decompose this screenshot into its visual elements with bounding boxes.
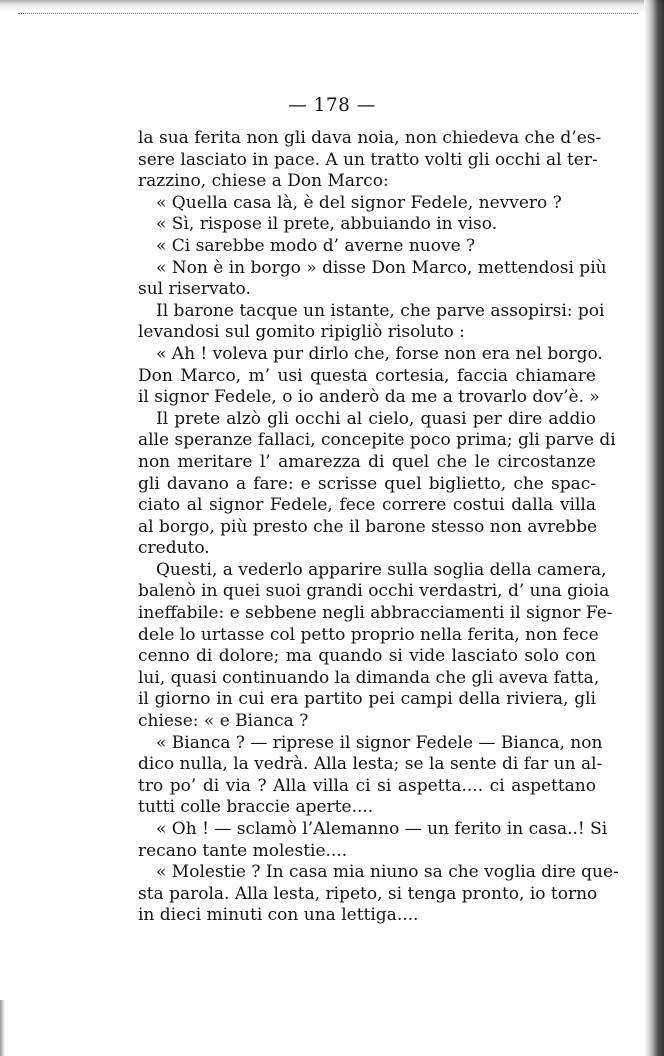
text-line: creduto.: [138, 538, 210, 559]
text-line: gli davano a fare: e scrisse quel biglietto, che spac-: [138, 473, 596, 494]
text-line: « Oh ! — sclamò l’Alemanno — un ferito in casa..! Si: [156, 819, 608, 839]
text-line: « Sì, rispose il prete, abbuiando in viso.: [156, 214, 498, 235]
text-line: dele lo urtasse col petto proprio nella ferita, non fece: [138, 624, 599, 645]
text-line: « Ah ! voleva pur dirlo che, forse non era nel borgo.: [156, 343, 603, 364]
text-line: sta parola. Alla lesta, ripeto, si tenga pronto, io torno: [138, 883, 598, 904]
text-line: chiese: « e Bianca ?: [138, 711, 309, 732]
text-line: « Ci sarebbe modo d’ averne nuove ?: [156, 235, 476, 256]
text-line: balenò in quei suoi grandi occhi verdastri, d’ una gioia: [138, 581, 610, 602]
text-line: tutti colle braccie aperte....: [138, 797, 374, 818]
text-line: Il barone tacque un istante, che parve assopirsi: poi: [156, 300, 605, 321]
text-line: « Non è in borgo » disse Don Marco, mettendosi più: [156, 257, 607, 278]
text-line: Don Marco, m’ usi questa cortesia, faccia chiamare: [138, 365, 596, 386]
scan-page-edge-shadow: [644, 0, 664, 1056]
text-line: « Molestie ? In casa mia niuno sa che voglia dire que-: [156, 862, 619, 883]
text-line: la sua ferita non gli dava noia, non chiedeva che d’es-: [138, 128, 602, 148]
text-line: Questi, a vederlo apparire sulla soglia della camera,: [156, 559, 607, 580]
scan-left-mark: [0, 1000, 5, 1056]
text-line: il signor Fedele, o io anderò da me a trovarlo dov’è. »: [138, 387, 600, 408]
text-line: il giorno in cui era partito pei campi della riviera, gli: [138, 689, 596, 710]
text-line: « Quella casa là, è del signor Fedele, nevvero ?: [156, 192, 562, 213]
text-line: recano tante molestie....: [138, 840, 348, 861]
text-line: cenno di dolore; ma quando si vide lasciato solo con: [138, 646, 596, 667]
scan-top-edge: [0, 0, 664, 12]
text-line: Il prete alzò gli occhi al cielo, quasi per dire addio: [156, 408, 596, 429]
text-line: ciato al signor Fedele, fece correre costui dalla villa: [138, 495, 596, 516]
scan-top-rule: [18, 13, 638, 15]
text-line: non meritare l’ amarezza di quel che le circostanze: [138, 451, 596, 472]
text-line: sul riservato.: [138, 279, 251, 300]
text-line: « Bianca ? — riprese il signor Fedele — Bianca, non: [156, 732, 603, 753]
page-number: — 178 —: [288, 95, 376, 116]
text-line: ineffabile: e sebbene negli abbracciamenti il signor Fe-: [138, 603, 613, 624]
page-body-text: [138, 128, 619, 927]
text-line: sere lasciato in pace. A un tratto volti gli occhi al ter-: [138, 149, 598, 170]
text-line: dico nulla, la vedrà. Alla lesta; se la sente di far un al-: [138, 754, 603, 775]
text-line: tro po’ di via ? Alla villa ci si aspetta.... ci aspettano: [138, 775, 596, 796]
text-line: lui, quasi continuando la dimanda che gli aveva fatta,: [138, 667, 600, 688]
text-line: al borgo, più presto che il barone stesso non avrebbe: [138, 516, 598, 537]
text-line: razzino, chiese a Don Marco:: [138, 171, 389, 192]
text-line: alle speranze fallaci, concepite poco prima; gli parve di: [138, 430, 616, 451]
text-line: in dieci minuti con una lettiga....: [138, 905, 419, 926]
text-line: levandosi sul gomito ripigliò risoluto :: [138, 322, 465, 343]
